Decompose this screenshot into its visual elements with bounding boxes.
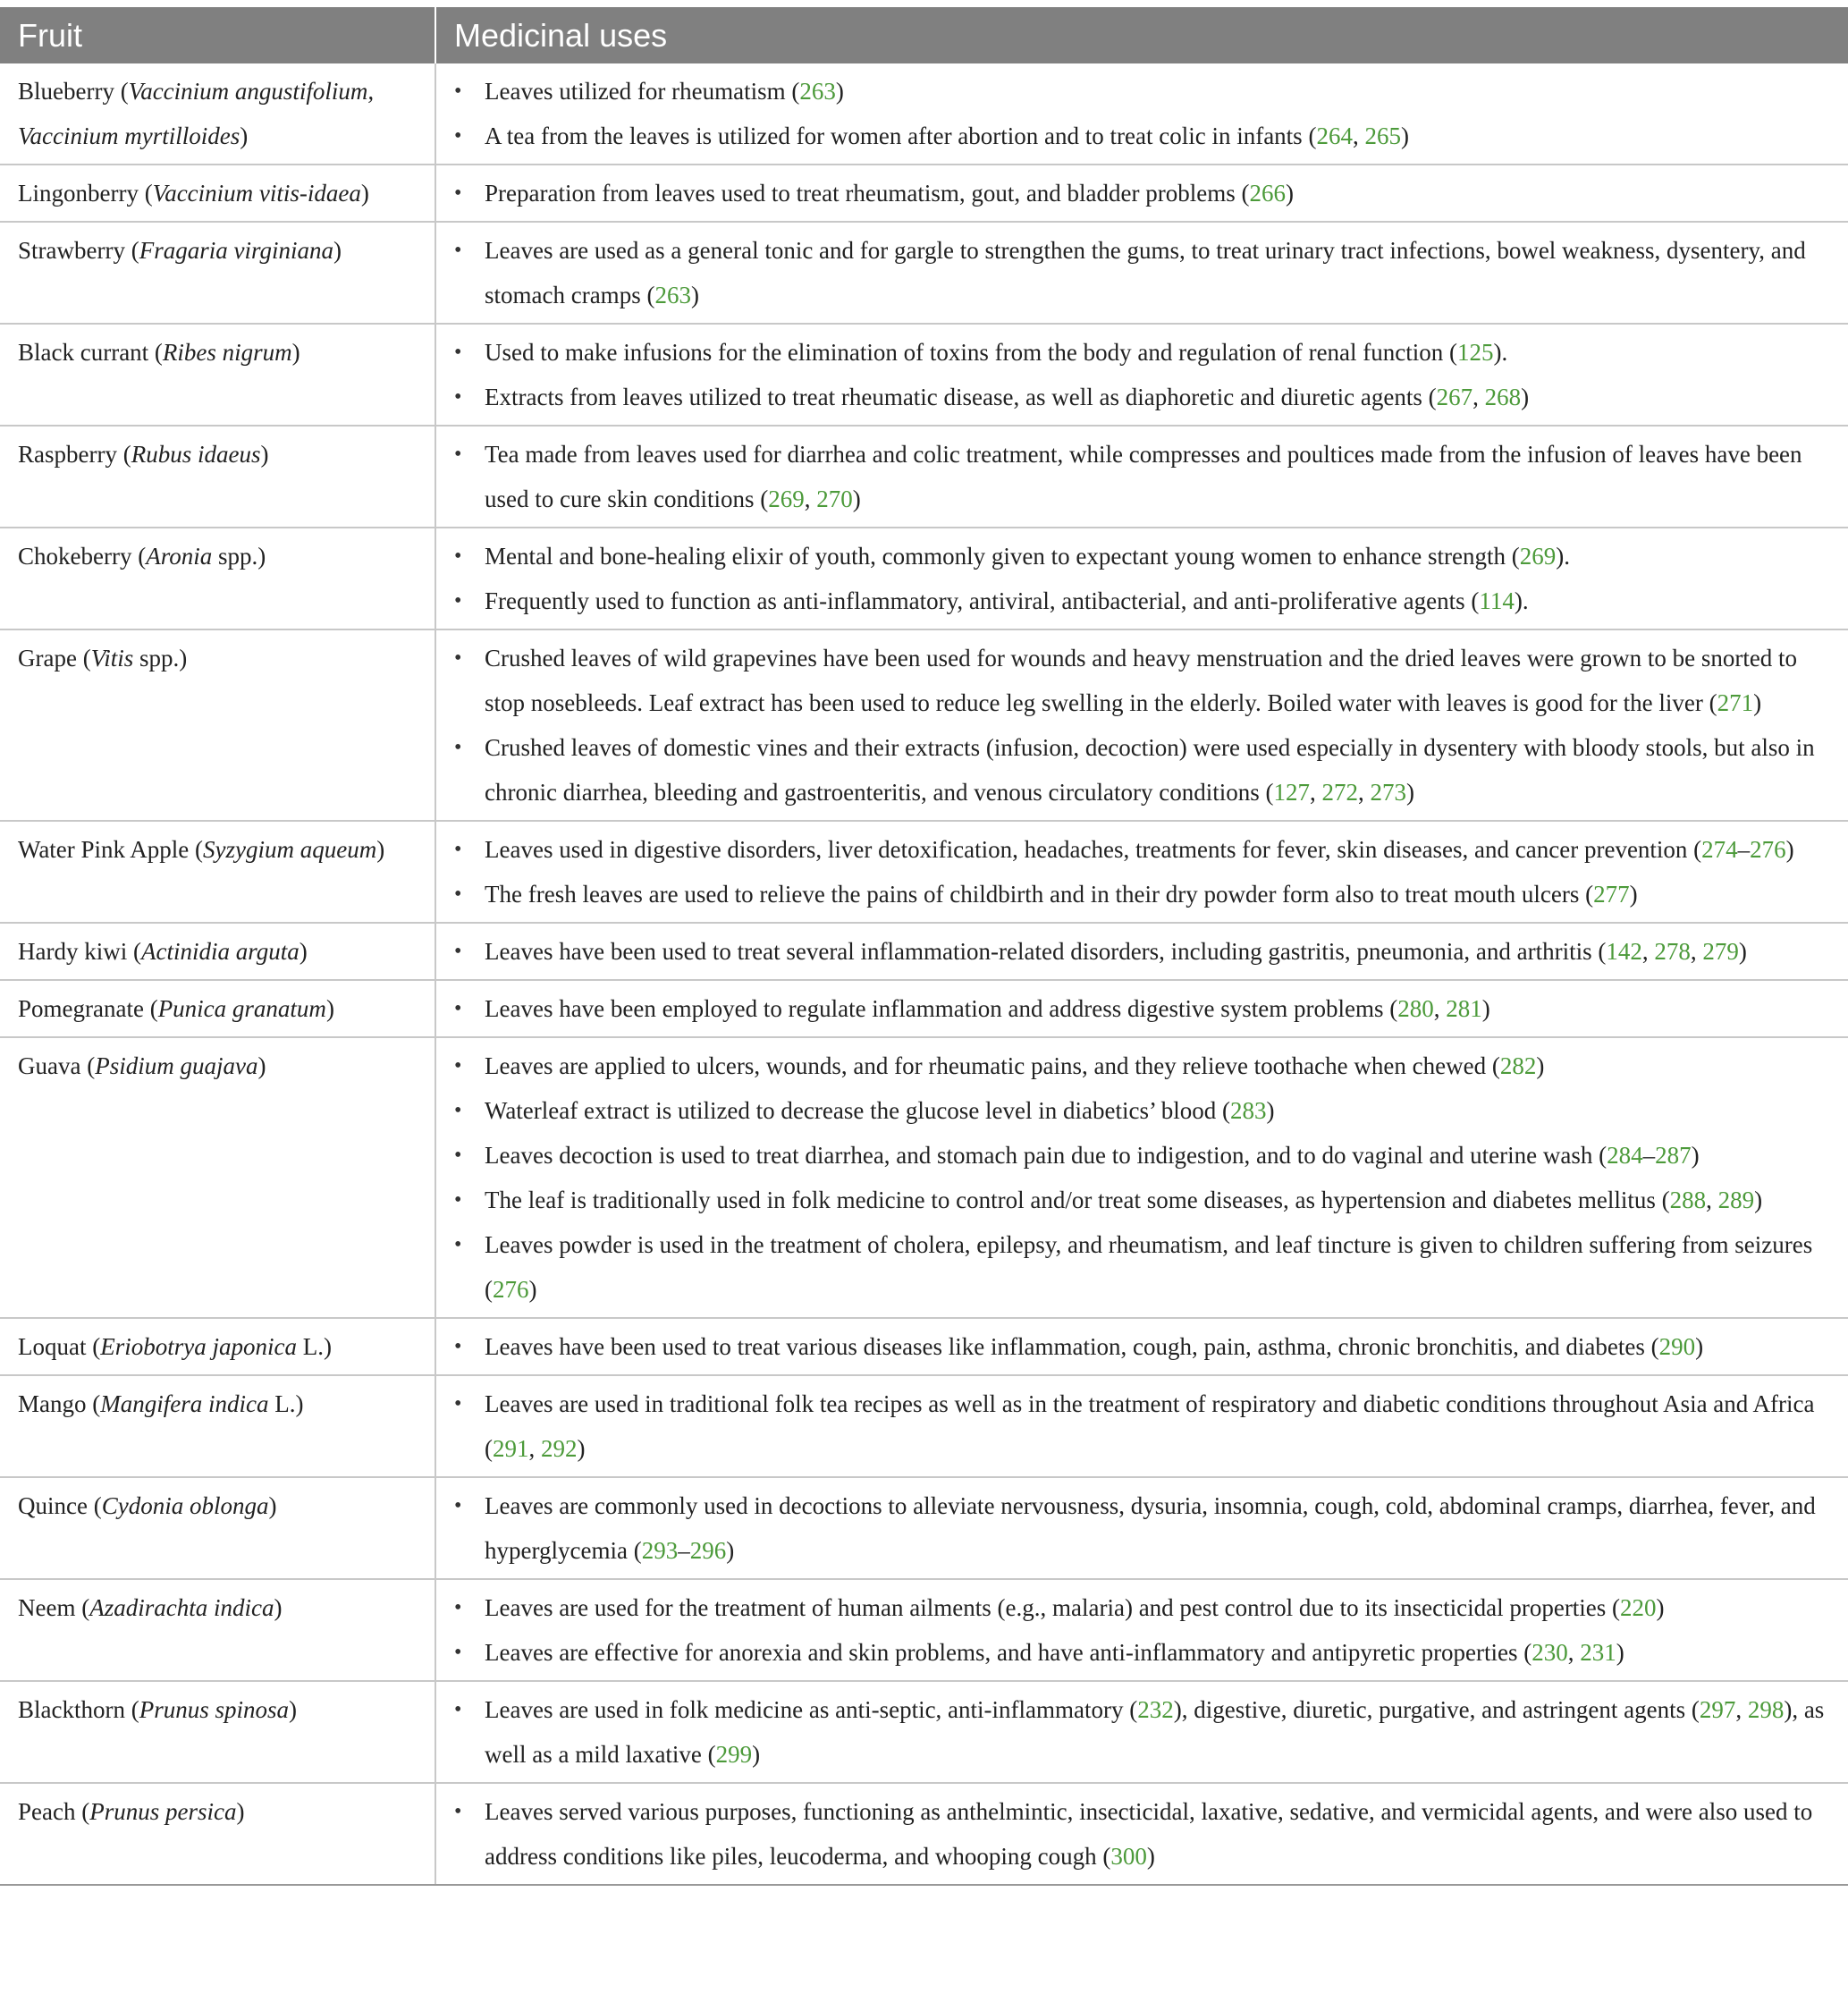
use-list-item [454, 636, 1835, 725]
reference-link[interactable]: 283 [1229, 1097, 1267, 1124]
fruit-cell [0, 1375, 435, 1477]
use-text: , [1567, 1639, 1581, 1666]
reference-link[interactable]: 276 [1750, 836, 1786, 863]
reference-link[interactable]: 273 [1370, 779, 1406, 806]
reference-link[interactable]: 279 [1702, 938, 1739, 965]
use-text: Leaves are effective for anorexia and skin problems, and have anti-inflammatory and antipyretic properties ( [485, 1639, 1532, 1666]
medicinal-uses-cell [435, 629, 1848, 821]
reference-link[interactable]: 290 [1658, 1333, 1696, 1360]
use-text: , [1433, 995, 1447, 1022]
reference-link[interactable]: 297 [1699, 1696, 1736, 1723]
reference-link[interactable]: 269 [1519, 543, 1557, 570]
table-container [0, 7, 1848, 1886]
use-list-item [454, 1381, 1835, 1471]
use-text: ) [1785, 836, 1794, 863]
reference-link[interactable]: 287 [1655, 1142, 1692, 1169]
use-text: ) [1286, 180, 1294, 207]
fruit-scientific-name: Mangifera indica [100, 1390, 269, 1417]
use-list-item [454, 1178, 1835, 1222]
use-list-item [454, 1324, 1835, 1369]
use-text: Leaves are used for the treatment of human ailments (e.g., malaria) and pest control due to its insecticidal properties ( [485, 1594, 1621, 1621]
fruit-cell [0, 821, 435, 923]
fruit-common-name: Blueberry ( [18, 78, 129, 105]
reference-link[interactable]: 299 [715, 1741, 753, 1768]
medicinal-uses-cell [435, 1579, 1848, 1681]
fruit-name-suffix: ) [291, 339, 300, 366]
fruit-name-suffix: ) [268, 1492, 277, 1519]
reference-link[interactable]: 282 [1499, 1052, 1537, 1079]
use-text: ) [1481, 995, 1490, 1022]
fruit-common-name: Raspberry ( [18, 441, 131, 468]
fruit-common-name: Peach ( [18, 1798, 90, 1825]
use-text: , [1641, 938, 1655, 965]
fruit-name-suffix: ) [299, 938, 308, 965]
table-row [0, 63, 1848, 165]
medicinal-uses-cell [435, 980, 1848, 1037]
use-text: ) [1695, 1333, 1704, 1360]
fruit-common-name: Loquat ( [18, 1333, 101, 1360]
use-text: ) [1691, 1142, 1700, 1169]
reference-link[interactable]: 270 [816, 486, 853, 512]
reference-link[interactable]: 288 [1669, 1187, 1707, 1213]
fruit-scientific-name: Fragaria virginiana [139, 237, 333, 264]
use-text: Used to make infusions for the elimination of toxins from the body and regulation of renal function ( [485, 339, 1458, 366]
use-text: Crushed leaves of wild grapevines have been used for wounds and heavy menstruation and the dried leaves were grown to be snorted to stop nosebleeds. Leaf extract has been used to reduce leg swelling in the elderly. Boiled water with leaves is good for the liver ( [485, 645, 1798, 716]
use-list-item [454, 1630, 1835, 1675]
use-list-item [454, 872, 1835, 917]
fruit-common-name: Mango ( [18, 1390, 101, 1417]
use-list-item [454, 432, 1835, 521]
use-text: – [1737, 836, 1751, 863]
use-list-item [454, 986, 1835, 1031]
use-list-item [454, 1483, 1835, 1573]
use-list-item [454, 929, 1835, 974]
use-text: Leaves have been used to treat several inflammation-related disorders, including gastritis, pneumonia, and arthritis ( [485, 938, 1607, 965]
table-row [0, 1037, 1848, 1318]
table-row [0, 980, 1848, 1037]
use-list-item [454, 1088, 1835, 1133]
use-list-item [454, 375, 1835, 419]
fruit-common-name: Strawberry ( [18, 237, 139, 264]
medicinal-uses-cell [435, 63, 1848, 165]
use-list-item [454, 1687, 1835, 1777]
fruit-name-suffix: ) [260, 441, 269, 468]
fruit-scientific-name: Aronia [146, 543, 213, 570]
table-row [0, 1318, 1848, 1375]
use-text: Preparation from leaves used to treat rheumatism, gout, and bladder problems ( [485, 180, 1250, 207]
use-text: ) [726, 1537, 735, 1564]
use-text: ) [1266, 1097, 1275, 1124]
fruit-name-suffix: ) [240, 122, 249, 149]
use-text: , [804, 486, 817, 512]
fruit-common-name: Grape ( [18, 645, 91, 672]
fruit-cell [0, 1477, 435, 1579]
use-text: The leaf is traditionally used in folk medicine to control and/or treat some diseases, as hypertension and diabetes mellitus ( [485, 1187, 1670, 1213]
uses-list [454, 228, 1835, 317]
fruit-name-suffix: ) [236, 1798, 245, 1825]
reference-link[interactable]: 232 [1137, 1696, 1174, 1723]
use-text: Extracts from leaves utilized to treat rheumatic disease, as well as diaphoretic and diuretic agents ( [485, 384, 1437, 410]
reference-link[interactable]: 293 [641, 1537, 679, 1564]
fruit-common-name: Quince ( [18, 1492, 102, 1519]
uses-list [454, 1043, 1835, 1312]
fruit-common-name: Hardy kiwi ( [18, 938, 141, 965]
fruit-name-suffix: ) [360, 180, 369, 207]
fruit-common-name: Blackthorn ( [18, 1696, 139, 1723]
table-row [0, 1783, 1848, 1885]
table-row [0, 165, 1848, 222]
fruit-scientific-name: Syzygium aqueum [203, 836, 377, 863]
table-row [0, 222, 1848, 324]
fruit-name-suffix: L.) [268, 1390, 304, 1417]
use-text: – [1642, 1142, 1656, 1169]
use-list-item [454, 114, 1835, 158]
use-text: ) [1405, 779, 1414, 806]
fruit-common-name: Guava ( [18, 1052, 96, 1079]
fruit-scientific-name: Actinidia arguta [140, 938, 300, 965]
reference-link[interactable]: 142 [1606, 938, 1642, 965]
reference-link[interactable]: 127 [1273, 779, 1310, 806]
fruit-name-suffix: ) [376, 836, 385, 863]
use-text: Leaves are used in traditional folk tea recipes as well as in the treatment of respiratory and diabetic conditions throughout Asia and Africa ( [485, 1390, 1815, 1462]
use-text: ) [1400, 122, 1409, 149]
use-text: The fresh leaves are used to relieve the pains of childbirth and in their dry powder form also to treat mouth ulcers ( [485, 881, 1594, 908]
table-row [0, 923, 1848, 980]
uses-list [454, 1483, 1835, 1573]
reference-link[interactable]: 300 [1110, 1843, 1147, 1870]
use-text: ). [1514, 587, 1529, 614]
use-text: – [678, 1537, 690, 1564]
fruit-scientific-name: Ribes nigrum [162, 339, 292, 366]
use-text: ) [1754, 1187, 1763, 1213]
table-row [0, 324, 1848, 426]
use-text: Crushed leaves of domestic vines and their extracts (infusion, decoction) were used especially in dysentery with bloody stools, but also in chronic diarrhea, bleeding and gastroenteritis, and venous circulatory conditions ( [485, 734, 1815, 806]
reference-link[interactable]: 298 [1747, 1696, 1785, 1723]
fruit-cell [0, 324, 435, 426]
fruit-common-name: Lingonberry ( [18, 180, 153, 207]
medicinal-uses-cell [435, 1477, 1848, 1579]
use-list-item [454, 1043, 1835, 1088]
header-medicinal-uses: Medicinal uses [435, 7, 1848, 63]
uses-list [454, 986, 1835, 1031]
use-text: Leaves utilized for rheumatism ( [485, 78, 800, 105]
fruit-name-suffix: ) [274, 1594, 283, 1621]
fruit-cell [0, 528, 435, 629]
reference-link[interactable]: 291 [493, 1435, 529, 1462]
use-text: , [1352, 122, 1365, 149]
fruit-cell [0, 923, 435, 980]
use-list-item [454, 171, 1835, 215]
fruit-name-suffix: spp.) [212, 543, 266, 570]
fruit-cell [0, 426, 435, 528]
reference-link[interactable]: 272 [1321, 779, 1358, 806]
fruit-scientific-name: Psidium guajava [95, 1052, 258, 1079]
reference-link[interactable]: 231 [1580, 1639, 1616, 1666]
table-row [0, 821, 1848, 923]
reference-link[interactable]: 276 [493, 1276, 529, 1303]
uses-list [454, 330, 1835, 419]
fruit-cell [0, 222, 435, 324]
use-text: ). [1556, 543, 1570, 570]
use-text: Leaves are applied to ulcers, wounds, and for rheumatic pains, and they relieve toothache when chewed ( [485, 1052, 1500, 1079]
fruit-common-name: Chokeberry ( [18, 543, 147, 570]
fruit-scientific-name: Punica granatum [157, 995, 326, 1022]
uses-list [454, 534, 1835, 623]
fruit-scientific-name: Azadirachta indica [89, 1594, 274, 1621]
reference-link[interactable]: 264 [1316, 122, 1353, 149]
medicinal-uses-table [0, 7, 1848, 1886]
fruit-scientific-name: Prunus persica [89, 1798, 237, 1825]
medicinal-uses-cell [435, 528, 1848, 629]
medicinal-uses-cell [435, 821, 1848, 923]
use-text: ) [852, 486, 861, 512]
medicinal-uses-cell [435, 426, 1848, 528]
medicinal-uses-cell [435, 1037, 1848, 1318]
fruit-name-suffix: ) [289, 1696, 297, 1723]
uses-list [454, 1324, 1835, 1369]
use-text: ). [1493, 339, 1508, 366]
use-text: , [1472, 384, 1485, 410]
reference-link[interactable]: 284 [1607, 1142, 1643, 1169]
reference-link[interactable]: 266 [1249, 180, 1286, 207]
reference-link[interactable]: 289 [1717, 1187, 1755, 1213]
table-row [0, 528, 1848, 629]
table-row [0, 426, 1848, 528]
use-text: ), digestive, diuretic, purgative, and astringent agents ( [1173, 1696, 1700, 1723]
fruit-scientific-name: Vaccinium vitis-idaea [152, 180, 361, 207]
fruit-common-name: Neem ( [18, 1594, 90, 1621]
use-text: ) [835, 78, 844, 105]
fruit-name-suffix: ) [333, 237, 342, 264]
fruit-cell [0, 980, 435, 1037]
use-text: ) [528, 1276, 537, 1303]
uses-list [454, 432, 1835, 521]
fruit-cell [0, 1579, 435, 1681]
medicinal-uses-cell [435, 1318, 1848, 1375]
use-text: , [1309, 779, 1322, 806]
fruit-common-name: Pomegranate ( [18, 995, 158, 1022]
fruit-scientific-name: Cydonia oblonga [101, 1492, 269, 1519]
use-text: Leaves used in digestive disorders, liver detoxification, headaches, treatments for fever, skin diseases, and cancer prevention ( [485, 836, 1702, 863]
use-text: Leaves have been used to treat various diseases like inflammation, cough, pain, asthma, chronic bronchitis, and diabetes ( [485, 1333, 1659, 1360]
use-text: ) [1656, 1594, 1665, 1621]
header-fruit: Fruit [0, 7, 435, 63]
uses-list [454, 929, 1835, 974]
fruit-scientific-name: Rubus idaeus [131, 441, 261, 468]
use-text: , [1357, 779, 1371, 806]
reference-link[interactable]: 220 [1620, 1594, 1657, 1621]
fruit-cell [0, 165, 435, 222]
use-list-item [454, 1133, 1835, 1178]
table-row [0, 1375, 1848, 1477]
reference-link[interactable]: 292 [541, 1435, 578, 1462]
reference-link[interactable]: 274 [1701, 836, 1738, 863]
use-list-item [454, 725, 1835, 815]
reference-link[interactable]: 265 [1364, 122, 1401, 149]
uses-list [454, 1687, 1835, 1777]
reference-link[interactable]: 271 [1717, 689, 1754, 716]
fruit-common-name: Water Pink Apple ( [18, 836, 204, 863]
use-text: Leaves decoction is used to treat diarrhea, and stomach pain due to indigestion, and to do vaginal and uterine wash ( [485, 1142, 1608, 1169]
use-text: Leaves powder is used in the treatment of cholera, epilepsy, and rheumatism, and leaf tincture is given to children suffering from seizures ( [485, 1231, 1813, 1303]
medicinal-uses-cell [435, 222, 1848, 324]
reference-link[interactable]: 268 [1484, 384, 1522, 410]
uses-list [454, 171, 1835, 215]
reference-link[interactable]: 281 [1446, 995, 1482, 1022]
fruit-cell [0, 63, 435, 165]
medicinal-uses-cell [435, 1783, 1848, 1885]
uses-list [454, 1585, 1835, 1675]
use-list-item [454, 579, 1835, 623]
fruit-cell [0, 1783, 435, 1885]
fruit-name-suffix: ) [325, 995, 334, 1022]
use-text: Mental and bone-healing elixir of youth, commonly given to expectant young women to enhance strength ( [485, 543, 1520, 570]
fruit-name-suffix: L.) [296, 1333, 332, 1360]
use-text: Leaves are used as a general tonic and for gargle to strengthen the gums, to treat urinary tract infections, bowel weakness, dysentery, and stomach cramps ( [485, 237, 1806, 308]
reference-link[interactable]: 277 [1593, 881, 1630, 908]
reference-link[interactable]: 125 [1457, 339, 1494, 366]
reference-link[interactable]: 278 [1654, 938, 1691, 965]
use-list-item [454, 1789, 1835, 1879]
fruit-name-suffix: spp.) [133, 645, 188, 672]
use-text: ) [752, 1741, 761, 1768]
reference-link[interactable]: 296 [689, 1537, 727, 1564]
use-text: Waterleaf extract is utilized to decrease the glucose level in diabetics’ blood ( [485, 1097, 1230, 1124]
reference-link[interactable]: 280 [1397, 995, 1434, 1022]
uses-list [454, 827, 1835, 917]
reference-link[interactable]: 269 [768, 486, 805, 512]
use-text: ) [690, 282, 699, 308]
use-text: , [528, 1435, 541, 1462]
use-text: A tea from the leaves is utilized for women after abortion and to treat colic in infants ( [485, 122, 1317, 149]
use-text: ) [1629, 881, 1638, 908]
header-row [0, 7, 1848, 63]
fruit-cell [0, 629, 435, 821]
uses-list [454, 1789, 1835, 1879]
uses-list [454, 636, 1835, 815]
use-text: Tea made from leaves used for diarrhea and colic treatment, while compresses and poultices made from the infusion of leaves have been used to cure skin conditions ( [485, 441, 1802, 512]
use-text: Leaves served various purposes, functioning as anthelmintic, insecticidal, laxative, sedative, and vermicidal agents, and were also used to address conditions like piles, leucoderma, and whooping cough ( [485, 1798, 1813, 1870]
medicinal-uses-cell [435, 1681, 1848, 1783]
use-text: ), as well as a mild laxative ( [485, 1696, 1825, 1768]
use-list-item [454, 228, 1835, 317]
use-text: Leaves have been employed to regulate inflammation and address digestive system problems ( [485, 995, 1398, 1022]
fruit-scientific-name: Vitis [90, 645, 134, 672]
table-body [0, 63, 1848, 1885]
medicinal-uses-cell [435, 165, 1848, 222]
fruit-common-name: Black currant ( [18, 339, 163, 366]
use-list-item [454, 1222, 1835, 1312]
table-row [0, 1681, 1848, 1783]
use-text: ) [577, 1435, 586, 1462]
use-text: Leaves are used in folk medicine as anti-septic, anti-inflammatory ( [485, 1696, 1138, 1723]
uses-list [454, 1381, 1835, 1471]
use-text: ) [1536, 1052, 1545, 1079]
use-list-item [454, 827, 1835, 872]
fruit-scientific-name: Eriobotrya japonica [100, 1333, 297, 1360]
fruit-name-suffix: ) [257, 1052, 266, 1079]
use-text: , [1735, 1696, 1748, 1723]
reference-link[interactable]: 230 [1532, 1639, 1568, 1666]
use-text: ) [1616, 1639, 1624, 1666]
use-list-item [454, 330, 1835, 375]
use-text: , [1706, 1187, 1718, 1213]
medicinal-uses-cell [435, 1375, 1848, 1477]
use-text: Leaves are commonly used in decoctions to alleviate nervousness, dysuria, insomnia, cough, cold, abdominal cramps, diarrhea, fever, and hyperglycemia ( [485, 1492, 1816, 1564]
table-row [0, 1579, 1848, 1681]
fruit-scientific-name: Vaccinium angustifolium, Vaccinium myrtilloides [18, 78, 375, 149]
fruit-scientific-name: Prunus spinosa [139, 1696, 289, 1723]
uses-list [454, 69, 1835, 158]
use-list-item [454, 1585, 1835, 1630]
use-list-item [454, 534, 1835, 579]
reference-link[interactable]: 263 [799, 78, 836, 105]
use-text: ) [1738, 938, 1747, 965]
medicinal-uses-cell [435, 923, 1848, 980]
fruit-cell [0, 1037, 435, 1318]
use-text: Frequently used to function as anti-inflammatory, antiviral, antibacterial, and anti-proliferative agents ( [485, 587, 1480, 614]
use-text: ) [1146, 1843, 1155, 1870]
use-text: ) [1753, 689, 1762, 716]
fruit-cell [0, 1681, 435, 1783]
reference-link[interactable]: 114 [1479, 587, 1515, 614]
table-row [0, 629, 1848, 821]
reference-link[interactable]: 267 [1436, 384, 1473, 410]
reference-link[interactable]: 263 [654, 282, 691, 308]
use-list-item [454, 69, 1835, 114]
use-text: , [1690, 938, 1703, 965]
use-text: ) [1521, 384, 1530, 410]
fruit-cell [0, 1318, 435, 1375]
table-row [0, 1477, 1848, 1579]
medicinal-uses-cell [435, 324, 1848, 426]
